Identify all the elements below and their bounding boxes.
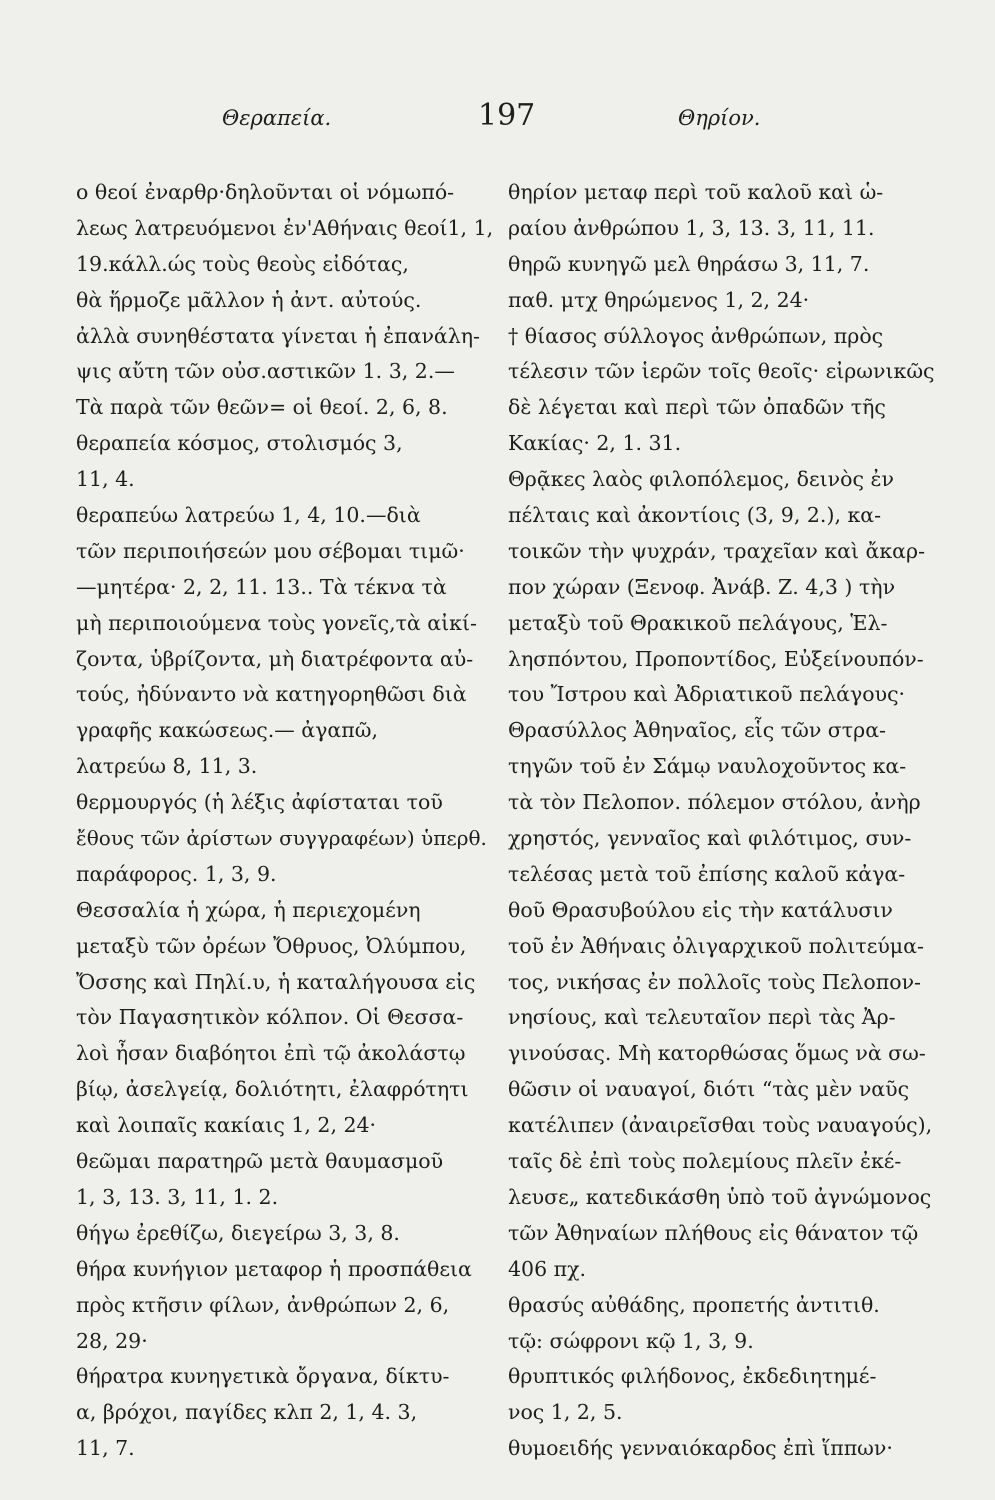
text-line: θῶσιν οἱ ναυαγοί, διότι “τὰς μὲν ναῦς xyxy=(508,1077,910,1102)
text-line: θυμοειδής γενναιόκαρδος ἐπὶ ἵππων· xyxy=(508,1436,893,1461)
text-line: 28, 29· xyxy=(76,1328,148,1353)
text-line: κατέλιπεν (ἀναιρεῖσθαι τοὺς ναυαγούς), xyxy=(508,1113,933,1138)
text-line: † θίασος σύλλογος ἀνθρώπων, πρὸς xyxy=(508,323,884,348)
right-column xyxy=(508,175,942,1467)
text-line: ζοντα, ὑβρίζοντα, μὴ διατρέφοντα αὐ- xyxy=(76,646,474,671)
text-line: α, βρόχοι, παγίδες κλπ 2, 1, 4. 3, xyxy=(76,1400,418,1425)
text-line: θεῶμαι παρατηρῶ μετὰ θαυμασμοῦ xyxy=(76,1149,444,1174)
text-line: καὶ λοιπαῖς κακίαις 1, 2, 24· xyxy=(76,1113,377,1138)
text-line: 406 πχ. xyxy=(508,1256,587,1281)
text-line: παθ. μτχ θηρώμενος 1, 2, 24· xyxy=(508,287,810,312)
text-line: λοὶ ἦσαν διαβόητοι ἐπὶ τῷ ἀκολάστῳ xyxy=(76,1041,466,1066)
text-line: τὸν Παγασητικὸν κόλπον. Οἱ Θεσσα- xyxy=(76,1005,464,1030)
left-column xyxy=(76,175,494,1467)
text-line: πρὸς κτῆσιν φίλων, ἀνθρώπων 2, 6, xyxy=(76,1292,450,1317)
text-line: τέλεσιν τῶν ἱερῶν τοῖς θεοῖς· εἰρωνικῶς xyxy=(508,359,935,384)
header-left-title: Θεραπεία. xyxy=(222,106,332,130)
page-number: 197 xyxy=(478,98,536,133)
text-line: τῷ: σώφρονι κῷ 1, 3, 9. xyxy=(508,1328,754,1353)
text-line: ραίου ἀνθρώπου 1, 3, 13. 3, 11, 11. xyxy=(508,215,875,240)
text-line: θηρίον μεταφ περὶ τοῦ καλοῦ καὶ ὡ- xyxy=(508,180,884,204)
text-line: θεραπεύω λατρεύω 1, 4, 10.—διὰ xyxy=(76,503,421,528)
text-line: θήρα κυνήγιον μεταφορ ἡ προσπάθεια xyxy=(76,1256,472,1281)
text-line: θρασύς αὐθάδης, προπετής ἀντιτιθ. xyxy=(508,1292,880,1317)
text-line: θήγω ἐρεθίζω, διεγείρω 3, 3, 8. xyxy=(76,1220,400,1245)
text-line: νησίους, καὶ τελευταῖον περὶ τὰς Ἀρ- xyxy=(508,1005,896,1030)
text-line: Θρᾷκες λαὸς φιλοπόλεμος, δεινὸς ἐν xyxy=(508,467,894,492)
text-line: ἔθους τῶν ἀρίστων συγγραφέων) ὑπερθ. xyxy=(76,826,487,851)
text-line: Θεσσαλία ἡ χώρα, ἡ περιεχομένη xyxy=(76,897,421,922)
text-line: τῶν περιποιήσεών μου σέβομαι τιμῶ· xyxy=(76,538,465,563)
text-line: τελέσας μετὰ τοῦ ἐπίσης καλοῦ κἀγα- xyxy=(508,861,906,886)
text-line: Ὄσσης καὶ Πηλί.υ, ἡ καταλήγουσα εἰς xyxy=(76,969,476,994)
text-line: Τὰ παρὰ τῶν θεῶν= οἱ θεοί. 2, 6, 8. xyxy=(76,395,448,420)
text-line: τοῦ ἐν Ἀθήναις ὀλιγαρχικοῦ πολιτεύμα- xyxy=(508,933,924,958)
text-line: θὰ ἥρμοζε μᾶλλον ἡ ἀντ. αὐτούς. xyxy=(76,287,422,312)
text-line: ταῖς δὲ ἐπὶ τοὺς πολεμίους πλεῖν ἐκέ- xyxy=(508,1149,902,1174)
text-line: παράφορος. 1, 3, 9. xyxy=(76,861,277,886)
text-line: 19.κάλλ.ώς τοὺς θεοὺς εἰδότας, xyxy=(76,251,409,276)
text-line: λησπόντου, Προποντίδος, Εὐξείνουπόν- xyxy=(508,646,924,671)
text-line: γραφῆς κακώσεως.— ἀγαπῶ, xyxy=(76,718,378,743)
text-line: χρηστός, γενναῖος καὶ φιλότιμος, συν- xyxy=(508,826,912,851)
text-line: θρυπτικός φιλήδονος, ἐκδεδιητημέ- xyxy=(508,1364,877,1389)
text-line: λευσε„ κατεδικάσθη ὑπὸ τοῦ ἀγνώμονος xyxy=(508,1184,932,1209)
text-line: δὲ λέγεται καὶ περὶ τῶν ὀπαδῶν τῆς xyxy=(508,395,886,420)
text-line: θοῦ Θρασυβούλου εἰς τὴν κατάλυσιν xyxy=(508,897,893,922)
text-line: μὴ περιποιούμενα τοὺς γονεῖς,τὰ αἰκί- xyxy=(76,610,477,635)
text-line: τηγῶν τοῦ ἐν Σάμῳ ναυλοχοῦντος κα- xyxy=(508,754,907,779)
text-line: πέλταις καὶ ἀκοντίοις (3, 9, 2.), κα- xyxy=(508,503,882,528)
text-line: ψις αὔτη τῶν οὐσ.αστικῶν 1. 3, 2.— xyxy=(76,359,455,384)
text-line: τὰ τὸν Πελοπον. πόλεμον στόλου, ἀνὴρ xyxy=(508,790,921,815)
text-line: Κακίας· 2, 1. 31. xyxy=(508,431,682,456)
text-line: τῶν Ἀθηναίων πλήθους εἰς θάνατον τῷ xyxy=(508,1220,919,1245)
text-line: νος 1, 2, 5. xyxy=(508,1400,623,1425)
text-line: μεταξὺ τοῦ Θρακικοῦ πελάγους, Ἑλ- xyxy=(508,610,888,635)
text-line: θεραπεία κόσμος, στολισμός 3, xyxy=(76,431,403,456)
text-line: του Ἴστρου καὶ Ἀδριατικοῦ πελάγους· xyxy=(508,682,906,707)
page-header xyxy=(0,98,995,138)
text-line: Θρασύλλος Ἀθηναῖος, εἷς τῶν στρα- xyxy=(508,718,886,743)
text-line: θερμουργός (ἡ λέξις ἀφίσταται τοῦ xyxy=(76,790,443,815)
text-line: γινούσας. Μὴ κατορθώσας ὅμως νὰ σω- xyxy=(508,1041,926,1066)
text-line: λεως λατρευόμενοι ἐν'Αθήναις θεοί1, 1, xyxy=(76,215,494,240)
text-line: θήρατρα κυνηγετικὰ ὄργανα, δίκτυ- xyxy=(76,1364,450,1389)
text-line: 11, 4. xyxy=(76,467,135,492)
text-line: ἀλλὰ συνηθέστατα γίνεται ἡ ἐπανάλη- xyxy=(76,323,480,348)
header-right-title: Θηρίον. xyxy=(678,106,761,130)
text-line: 1, 3, 13. 3, 11, 1. 2. xyxy=(76,1184,279,1209)
text-line: τούς, ἠδύναντο νὰ κατηγορηθῶσι διὰ xyxy=(76,682,467,707)
text-line: —μητέρα· 2, 2, 11. 13.. Τὰ τέκνα τὰ xyxy=(76,574,447,599)
text-line: λατρεύω 8, 11, 3. xyxy=(76,754,258,779)
text-line: τος, νικήσας ἐν πολλοῖς τοὺς Πελοπον- xyxy=(508,969,921,994)
text-line: ο θεοί ἐναρθρ·δηλοῦνται οἱ νόμωπό- xyxy=(76,180,455,204)
text-line: τοικῶν τὴν ψυχράν, τραχεῖαν καὶ ἄκαρ- xyxy=(508,538,926,563)
text-line: μεταξὺ τῶν ὀρέων Ὄθρυος, Ὀλύμπου, xyxy=(76,933,467,958)
text-line: θηρῶ κυνηγῶ μελ θηράσω 3, 11, 7. xyxy=(508,251,870,276)
text-line: 11, 7. xyxy=(76,1436,135,1461)
text-line: βίῳ, ἀσελγείᾳ, δολιότητι, ἐλαφρότητι xyxy=(76,1077,469,1102)
text-line: πον χώραν (Ξενοφ. Ἀνάβ. Ζ. 4,3 ) τὴν xyxy=(508,574,896,599)
